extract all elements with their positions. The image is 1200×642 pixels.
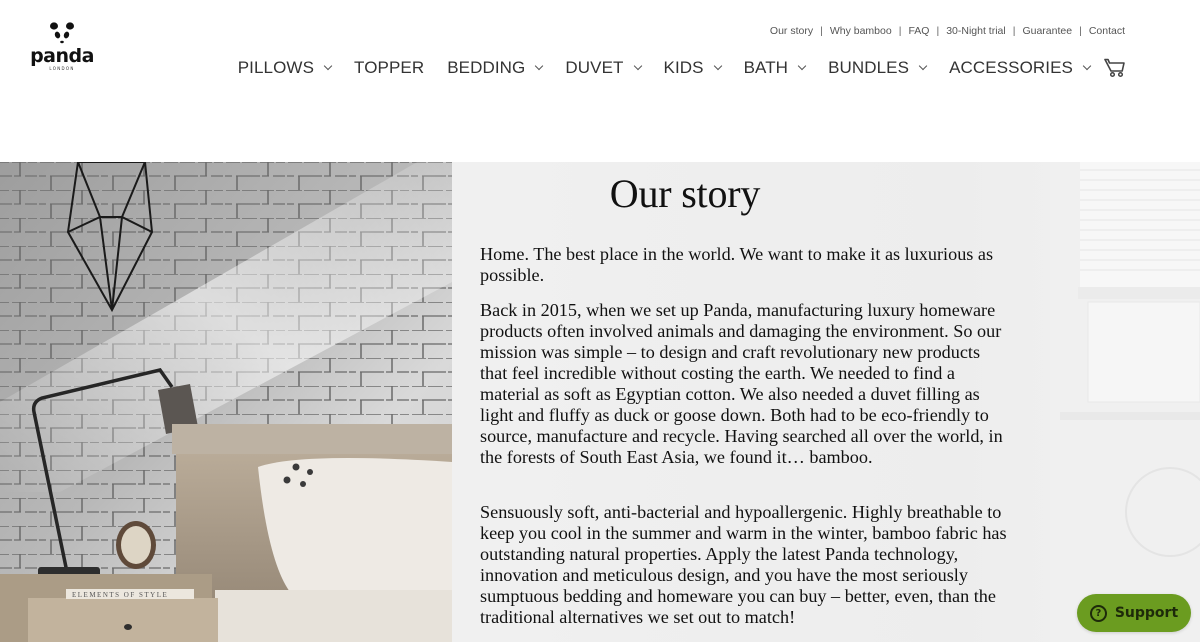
support-label: Support <box>1114 605 1179 621</box>
nav-item-bundles[interactable] <box>828 58 926 78</box>
story-paragraph-history: Back in 2015, when we set up Panda, manufacturing luxury homeware products often involved animals and damaging the environment. So our mission was simple – to design and craft revolutionary new products that feel incredible without costing the earth. We needed to find a material as soft as Egyptian cotton. We also needed a duvet filling as light and fluffy as duck or goose down. Both had to be eco-friendly to source, manufacture and recycle. Having searched all over the world, in the forests of South East Asia, we found it… bamboo. <box>480 300 1003 467</box>
nav-label: ACCESSORIES <box>949 58 1073 77</box>
shopping-cart-icon[interactable] <box>1104 58 1126 78</box>
story-content <box>480 162 1010 628</box>
nav-label: PILLOWS <box>237 58 315 77</box>
chevron-down-icon <box>535 62 543 70</box>
chevron-down-icon <box>324 62 332 70</box>
chevron-down-icon <box>919 62 927 70</box>
separator: | <box>1079 25 1082 37</box>
page-title: Our story <box>609 171 761 216</box>
story-paragraph-intro: Home. The best place in the world. We want to make it as luxurious as possible. <box>480 244 994 285</box>
nav-item-pillows[interactable] <box>238 58 331 78</box>
panda-face-icon <box>47 22 77 46</box>
utility-nav <box>770 25 1125 37</box>
chevron-down-icon <box>1083 62 1091 70</box>
separator: | <box>820 25 823 37</box>
separator: | <box>1012 25 1016 37</box>
nav-item-bath[interactable] <box>744 58 805 78</box>
chevron-down-icon <box>633 62 641 70</box>
nav-label: DUVET <box>565 58 624 77</box>
chevron-down-icon <box>713 62 721 70</box>
main-nav <box>238 58 1126 78</box>
utility-link-faq[interactable]: FAQ <box>908 25 930 37</box>
support-button[interactable] <box>1077 594 1191 632</box>
site-header <box>0 0 1200 162</box>
bedroom-illustration <box>0 162 452 642</box>
utility-link-contact[interactable]: Contact <box>1088 25 1125 37</box>
bedroom-photo <box>0 162 452 642</box>
logo-wordmark: panda <box>30 45 94 67</box>
utility-link-why-bamboo[interactable]: Why bamboo <box>829 25 892 37</box>
book-spine-text: ELEMENTS OF STYLE <box>72 591 169 599</box>
nav-label: TOPPER <box>354 58 425 77</box>
utility-link-guarantee[interactable]: Guarantee <box>1022 25 1073 37</box>
nav-item-topper[interactable] <box>354 58 424 78</box>
window-background <box>1050 162 1200 642</box>
nav-item-duvet[interactable] <box>565 58 640 78</box>
separator: | <box>898 25 902 37</box>
utility-link-30-night-trial[interactable]: 30-Night trial <box>946 25 1006 37</box>
nav-item-kids[interactable] <box>664 58 721 78</box>
nav-label: BATH <box>743 58 789 77</box>
nav-label: BEDDING <box>447 58 526 77</box>
nav-label: KIDS <box>663 58 704 77</box>
separator: | <box>936 25 940 37</box>
logo-subtitle: LONDON <box>49 66 75 71</box>
utility-link-our-story[interactable]: Our story <box>769 25 814 37</box>
story-paragraph-bamboo: Sensuously soft, anti-bacterial and hypoallergenic. Highly breathable to keep you cool in the summer and warm in the winter, bamboo fabric has outstanding natural properties. Apply the latest Panda technology, innovation and meticulous design, and you have the most seriously sumptuous bedding and homeware you can buy – better, even, than the traditional alternatives we set out to match! <box>480 502 1007 627</box>
nav-item-accessories[interactable] <box>949 58 1090 78</box>
nav-item-bedding[interactable] <box>447 58 542 78</box>
chevron-down-icon <box>798 62 806 70</box>
nav-label: BUNDLES <box>828 58 910 77</box>
panda-logo[interactable] <box>32 22 92 74</box>
question-circle-icon: ? <box>1090 605 1107 622</box>
our-story-hero <box>0 162 1200 642</box>
